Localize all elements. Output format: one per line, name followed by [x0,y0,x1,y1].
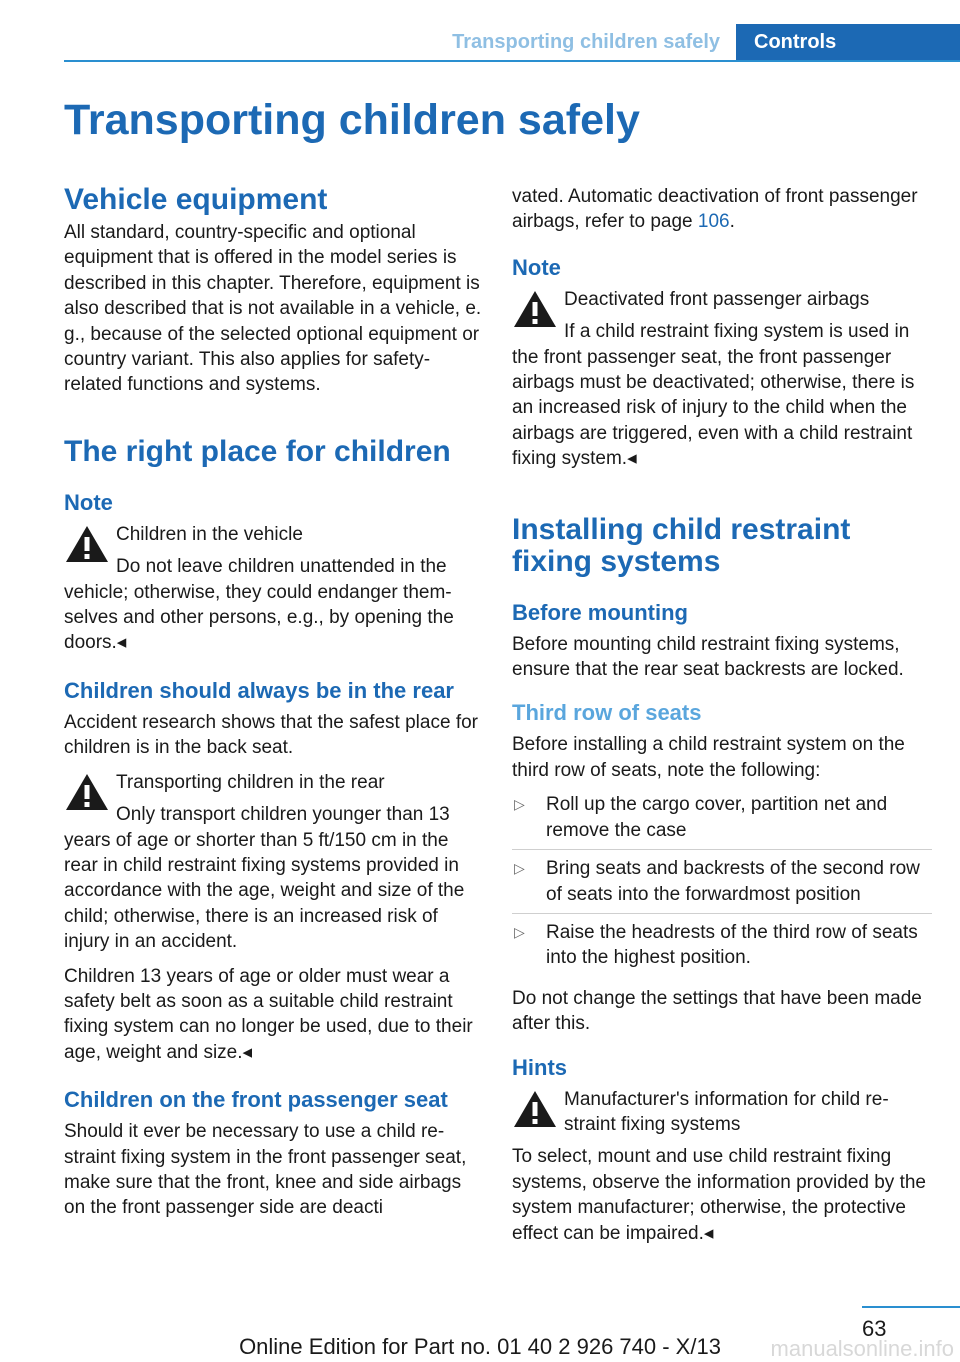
before-mounting-text: Before mounting child restraint fixing systems, ensure that the rear seat backrests are locked. [512,633,904,681]
warning-triangle-icon [512,1089,558,1129]
right-column [512,184,932,1255]
warning-title: Children in the vehicle [116,523,303,545]
warning-manufacturer-info [512,1087,932,1246]
heading-before-mounting: Before mounting [512,599,688,625]
page-number: 63 [862,1316,887,1341]
warning-triangle-icon [512,289,558,329]
list-item [512,856,932,914]
continued-text [512,184,932,235]
continued-text-body: vated. Automatic deactivation of front passenger airbags, refer to page [512,186,918,233]
heading-installing: Installing child restraint fixing systems [512,512,851,578]
warning-triangle-icon [64,524,110,564]
heading-vehicle-equipment: Vehicle equipment [64,183,328,216]
left-column [64,184,484,1230]
watermark: manualsonline.info [770,1336,954,1361]
heading-rear: Children should always be in the rear [64,677,454,703]
warning-body: To select, mount and use child restraint fixing systems, observe the information provided by the system manufacturer; otherwise, the protective effect can be impaired.◂ [512,1146,926,1244]
heading-third-row: Third row of seats [512,700,702,726]
list-item-text: Bring seats and backrests of the second row of seats into the forwardmost position [546,858,920,905]
footer-rule [862,1306,960,1308]
heading-hints: Hints [512,1054,567,1080]
warning-triangle-icon [64,772,110,812]
continued-text-end: . [729,211,735,233]
page-title: Transporting children safely [64,96,640,144]
warning-body: Do not leave children unattended in the vehicle; otherwise, they could endanger themselves and other persons, e.g., by opening the doors.◂ [64,556,454,654]
note-heading: Note [512,254,561,280]
third-row-text: Before installing a child restraint system on the third row of seats, note the following: [512,734,905,781]
warning-body: Only transport children younger than 13 years of age or shorter than 5 ft/150 cm in the rear in child restraint fixing systems provided in accordance with the age, weight and size of the child; otherwise, there is an increased risk of injury in an accident. [64,804,465,953]
third-row-list [512,792,932,976]
third-row-text-2: Do not change the settings that have been made after this. [512,987,922,1035]
list-item [512,920,932,977]
warning-title: Deactivated front passenger airbags [564,288,870,310]
list-item [512,792,932,850]
rear-text: Accident research shows that the safest place for children is in the back seat. [64,711,478,759]
warning-title: Manufacturer's information for child restraint fixing systems [564,1088,889,1135]
vehicle-equipment-text: All standard, country-specific and optional equipment that is offered in the model series is described in this chapter. Therefore, equipment is also described that is not available in a vehicle, e. g., because of the selected optional equipment or country variant. This also applies for safety-related functions and systems. [64,222,482,396]
header-rule [64,60,960,62]
warning-body: If a child restraint fixing system is used in the front passenger seat, the front passenger airbags must be deactivated; otherwise, there is an increased risk of injury to the child when the airbags are triggered, even with a child restraint fixing system.◂ [512,321,915,470]
warning-rear [64,770,484,955]
list-item-text: Roll up the cargo cover, partition net and remove the case [546,794,888,841]
footer-edition: Online Edition for Part no. 01 40 2 926 740 - X/13 [239,1334,721,1359]
warning-deactivated-airbags [512,287,932,472]
warning-title: Transporting children in the rear [116,771,385,793]
header-section-title: Transporting children safely [452,31,720,53]
list-item-text: Raise the headrests of the third row of seats into the highest position. [546,921,918,969]
warning-children-in-vehicle [64,522,484,656]
note-heading: Note [64,489,113,515]
header-tab-controls[interactable]: Controls [736,24,960,62]
triangle-bullet-icon: ▷ [514,796,525,813]
front-passenger-text: Should it ever be necessary to use a child restraint fixing system in the front passenger seat, make sure that the front, knee and side airbags on the front passenger side are deacti [64,1121,467,1219]
rear-text-2: Children 13 years of age or older must wear a safety belt as soon as a suitable child restraint fixing system can no longer be used, due to their age, weight and size.◂ [64,965,473,1063]
heading-front-passenger: Children on the front passenger seat [64,1087,448,1113]
page-link[interactable]: 106 [697,211,730,233]
heading-right-place: The right place for children [64,434,451,468]
triangle-bullet-icon: ▷ [514,860,525,877]
triangle-bullet-icon: ▷ [514,923,525,940]
